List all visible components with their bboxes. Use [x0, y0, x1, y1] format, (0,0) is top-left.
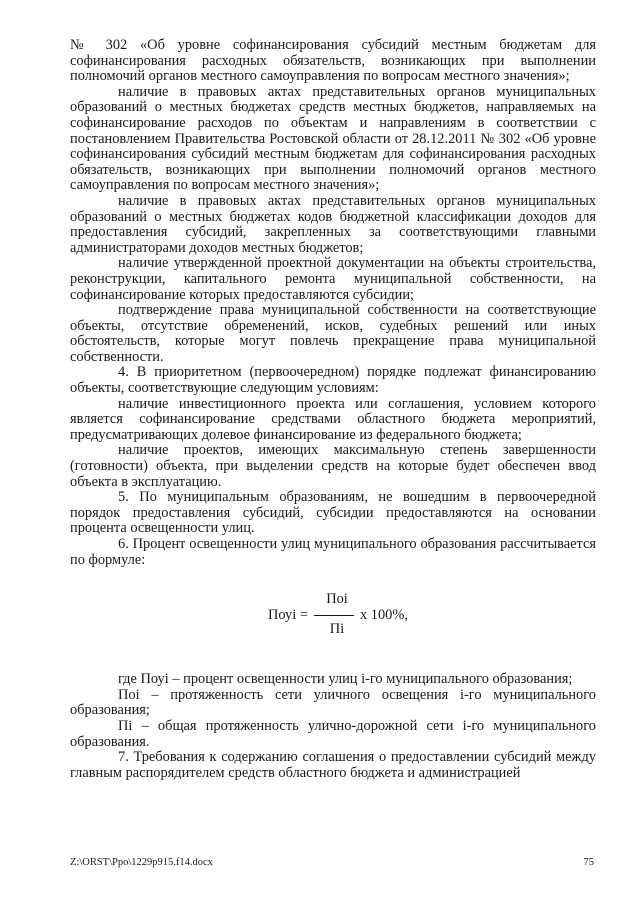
- paragraph: наличие в правовых актах представительных органов муниципальных образований о местных бюджетах средств местных бюджетов, направляемых на софинансирование расходов по объектам и направлениям в соответствии с постановлением Правительства Ростовской области от 28.12.2011 № 302 «Об уровне софинансирования субсидий местным бюджетам для софинансирования расходных обязательств, возникающих при выполнении полномочий органов местного самоуправления по вопросам местного значения»;: [70, 83, 596, 194]
- paragraph: подтверждение права муниципальной собственности на соответствующие объекты, отсутствие обременений, исков, судебных решений или иных обстоятельств, которые могут повлечь прекращение права муниципальной собственности.: [70, 302, 596, 365]
- paragraph: 5. По муниципальным образованиям, не вошедшим в первоочередной порядок предоставления субсидий, субсидии предоставляются на основании процента освещенности улиц.: [70, 489, 596, 537]
- paragraph: 6. Процент освещенности улиц муниципального образования рассчитывается по формуле:: [70, 536, 596, 568]
- paragraph: наличие в правовых актах представительных органов муниципальных образований о местных бюджетах кодов бюджетной классификации доходов для предоставления субсидий, закрепленных за соответствующими главными администраторами доходов местных бюджетов;: [70, 192, 596, 256]
- file-path: Z:\ORST\Ppo\1229p915.f14.docx: [70, 857, 213, 868]
- paragraph: 7. Требования к содержанию соглашения о предоставлении субсидий между главным распорядителем средств областного бюджета и администрацией: [70, 749, 596, 781]
- formula-lhs: Поуi =: [268, 607, 308, 624]
- formula-rhs: х 100%,: [360, 607, 408, 624]
- paragraph: 4. В приоритетном (первоочередном) порядке подлежат финансированию объекты, соответствующие следующим условиям:: [70, 364, 596, 397]
- page-number: 75: [583, 857, 594, 868]
- paragraph: наличие инвестиционного проекта или соглашения, условием которого является софинансирование средствами областного бюджета мероприятий, предусматривающих долевое финансирование из федерального бюджета;: [70, 395, 596, 443]
- formula: [70, 582, 596, 662]
- fraction-bar: [314, 615, 354, 616]
- paragraph: № 302 «Об уровне софинансирования субсидий местным бюджетам для софинансирования расходных обязательств, возникающих при выполнении полномочий органов местного самоуправления по вопросам местного значения»;: [70, 37, 596, 85]
- document-body: [70, 38, 596, 781]
- paragraph: наличие проектов, имеющих максимальную степень завершенности (готовности) объекта, при выделении средств на которые будет обеспечен ввод объекта в эксплуатацию.: [70, 442, 596, 490]
- formula-denominator: Пi: [329, 621, 345, 638]
- paragraph: где Поуi – процент освещенности улиц i-го муниципального образования;: [118, 671, 573, 688]
- paragraph: Поi – протяженность сети уличного освещения i-го муниципального образования;: [70, 686, 596, 719]
- paragraph: Пi – общая протяженность улично-дорожной сети i-го муниципального образования.: [70, 717, 596, 750]
- paragraph: наличие утвержденной проектной документации на объекты строительства, реконструкции, капитального ремонта муниципальной собственности, на софинансирование которых предоставляются субсидии;: [70, 255, 596, 303]
- formula-numerator: Поi: [326, 591, 348, 608]
